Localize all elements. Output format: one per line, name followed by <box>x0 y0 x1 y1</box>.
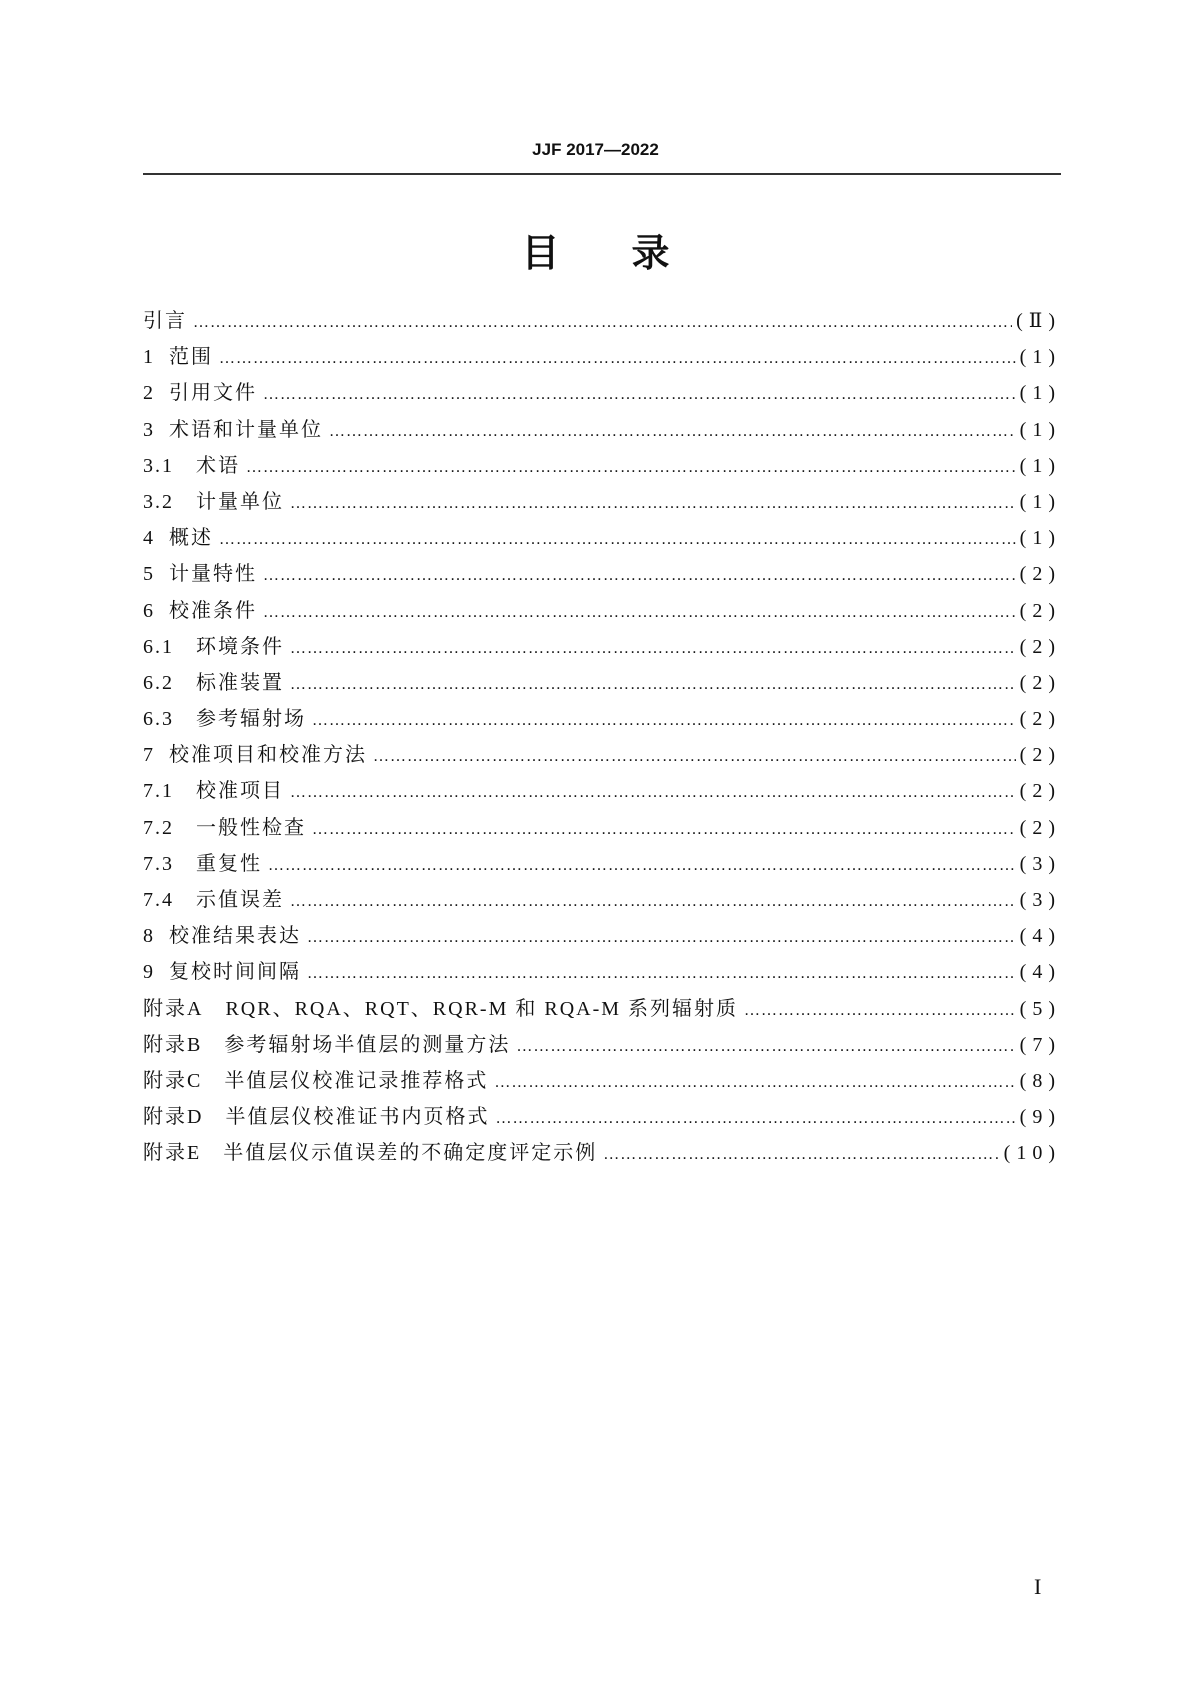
toc-entry[interactable] <box>143 1064 1061 1100</box>
running-header: JJF 2017—2022 <box>532 140 659 159</box>
dot-leader <box>290 893 1016 911</box>
toc-entry[interactable] <box>143 340 1061 376</box>
toc-entry-page: (1) <box>1019 490 1061 513</box>
toc-entry[interactable] <box>143 485 1061 521</box>
toc-entry-page: (2) <box>1019 563 1061 586</box>
toc-entry-page: (1) <box>1019 418 1061 441</box>
toc-entry-label: 校准项目 <box>196 780 284 803</box>
toc-entry-page: (3) <box>1019 852 1061 875</box>
toc-entry-number: 3 <box>143 418 155 441</box>
dot-leader <box>290 495 1016 513</box>
toc-entry-page: (5) <box>1019 997 1061 1020</box>
dot-leader <box>263 604 1016 622</box>
toc-entry[interactable] <box>143 449 1061 485</box>
toc-entry[interactable] <box>143 594 1061 630</box>
dot-leader <box>268 857 1016 875</box>
toc-entry-label: 半值层仪校准记录推荐格式 <box>224 1069 489 1092</box>
toc-entry-label: 计量单位 <box>196 490 284 513</box>
toc-entry-number: 6.2 <box>143 671 174 694</box>
toc-entry[interactable] <box>143 521 1061 557</box>
toc-entry-page: (Ⅱ) <box>1016 310 1061 332</box>
toc-entry-page: (1) <box>1019 382 1061 405</box>
toc-entry-number: 7.4 <box>143 889 174 911</box>
dot-leader <box>263 567 1016 585</box>
toc-entry-label: 半值层仪示值误差的不确定度评定示例 <box>223 1142 598 1165</box>
toc-entry-label: 标准装置 <box>196 671 284 694</box>
toc-entry[interactable] <box>143 413 1061 449</box>
toc-entry-number: 6.3 <box>143 708 174 731</box>
toc-entry-label: 引言 <box>143 310 187 332</box>
toc-entry-number: 1 <box>143 346 155 369</box>
toc-entry-label: 概述 <box>169 527 213 550</box>
toc-entry-label: 引用文件 <box>169 382 257 405</box>
toc-entry[interactable] <box>143 376 1061 412</box>
toc-entry-label: 术语 <box>196 454 240 477</box>
toc-entry-page: (1) <box>1019 527 1061 550</box>
toc-entry[interactable] <box>143 304 1061 340</box>
toc-entry-number: 7.3 <box>143 852 174 875</box>
toc-entry-number: 8 <box>143 925 155 948</box>
toc-entry-page: (10) <box>1003 1142 1061 1165</box>
toc-entry-label: 校准项目和校准方法 <box>169 744 367 767</box>
page-title: 目录 <box>521 231 742 275</box>
toc-entry-label: 复校时间间隔 <box>169 961 301 984</box>
dot-leader <box>494 1074 1015 1092</box>
toc-entry[interactable] <box>143 1100 1061 1136</box>
table-of-contents <box>143 304 1061 1173</box>
toc-entry-page: (2) <box>1019 635 1061 658</box>
toc-entry-number: 7.1 <box>143 780 174 803</box>
dot-leader <box>263 386 1016 404</box>
toc-entry-number: 附录B <box>143 1033 203 1056</box>
dot-leader <box>290 784 1016 802</box>
toc-entry-label: 半值层仪校准证书内页格式 <box>225 1106 490 1129</box>
toc-entry[interactable] <box>143 557 1061 593</box>
toc-entry-number: 3.1 <box>143 454 174 477</box>
toc-entry[interactable] <box>143 955 1061 991</box>
dot-leader <box>603 1146 999 1164</box>
toc-entry-number: 9 <box>143 961 155 984</box>
toc-entry-page: (2) <box>1019 708 1061 731</box>
dot-leader <box>312 821 1016 839</box>
dot-leader <box>219 350 1016 368</box>
toc-entry[interactable] <box>143 738 1061 774</box>
toc-entry-label: 范围 <box>169 346 213 369</box>
toc-entry-number: 附录C <box>143 1069 203 1092</box>
toc-entry-page: (2) <box>1019 671 1061 694</box>
toc-entry-label: 参考辐射场半值层的测量方法 <box>224 1033 511 1056</box>
toc-entry-label: 计量特性 <box>169 563 257 586</box>
toc-entry-page: (2) <box>1019 780 1061 803</box>
toc-entry[interactable] <box>143 774 1061 810</box>
toc-entry-label: 重复性 <box>196 852 262 875</box>
toc-entry-number: 2 <box>143 382 155 405</box>
toc-entry[interactable] <box>143 811 1061 847</box>
toc-entry[interactable] <box>143 883 1061 919</box>
dot-leader <box>193 314 1012 332</box>
toc-entry[interactable] <box>143 847 1061 883</box>
dot-leader <box>516 1038 1015 1056</box>
toc-entry-label: 环境条件 <box>196 635 284 658</box>
dot-leader <box>246 459 1016 477</box>
toc-entry-page: (1) <box>1019 454 1061 477</box>
toc-entry-page: (9) <box>1019 1106 1061 1129</box>
toc-entry-page: (8) <box>1019 1069 1061 1092</box>
dot-leader <box>312 712 1016 730</box>
toc-entry-page: (4) <box>1019 925 1061 948</box>
toc-entry-label: 校准结果表达 <box>169 925 301 948</box>
toc-entry[interactable] <box>143 919 1061 955</box>
toc-entry[interactable] <box>143 666 1061 702</box>
toc-entry-number: 5 <box>143 563 155 586</box>
toc-entry-page: (2) <box>1019 744 1061 767</box>
dot-leader <box>329 423 1016 441</box>
toc-entry-page: (2) <box>1019 599 1061 622</box>
toc-entry-number: 3.2 <box>143 490 174 513</box>
toc-entry-label: 一般性检查 <box>196 816 306 839</box>
toc-entry[interactable] <box>143 1136 1061 1172</box>
toc-entry-page: (7) <box>1019 1033 1061 1056</box>
toc-entry-page: (2) <box>1019 816 1061 839</box>
toc-entry-number: 附录A <box>143 997 204 1020</box>
dot-leader <box>219 531 1016 549</box>
toc-entry-label: RQR、RQA、RQT、RQR-M 和 RQA-M 系列辐射质 <box>225 997 739 1020</box>
dot-leader <box>307 929 1016 947</box>
header-rule <box>143 173 1061 175</box>
toc-entry-page: (4) <box>1019 961 1061 984</box>
dot-leader <box>744 1002 1016 1020</box>
toc-entry[interactable] <box>143 1028 1061 1064</box>
toc-entry[interactable] <box>143 630 1061 666</box>
toc-entry-label: 术语和计量单位 <box>169 418 323 441</box>
toc-entry[interactable] <box>143 702 1061 738</box>
dot-leader <box>290 640 1016 658</box>
toc-entry-page: (3) <box>1019 889 1061 911</box>
dot-leader <box>373 748 1016 766</box>
toc-entry-number: 附录D <box>143 1106 204 1129</box>
dot-leader <box>307 965 1016 983</box>
dot-leader <box>495 1110 1015 1128</box>
toc-entry-number: 7.2 <box>143 816 174 839</box>
toc-entry-number: 6.1 <box>143 635 174 658</box>
toc-entry-label: 示值误差 <box>196 889 284 911</box>
toc-entry-number: 6 <box>143 599 155 622</box>
toc-entry-number: 附录E <box>143 1142 202 1165</box>
toc-entry-label: 校准条件 <box>169 599 257 622</box>
toc-entry-page: (1) <box>1019 346 1061 369</box>
toc-entry-label: 参考辐射场 <box>196 708 306 731</box>
dot-leader <box>290 676 1016 694</box>
toc-entry-number: 7 <box>143 744 155 767</box>
toc-entry[interactable] <box>143 992 1061 1028</box>
page-number: I <box>1034 1574 1042 1599</box>
toc-entry-number: 4 <box>143 527 155 550</box>
